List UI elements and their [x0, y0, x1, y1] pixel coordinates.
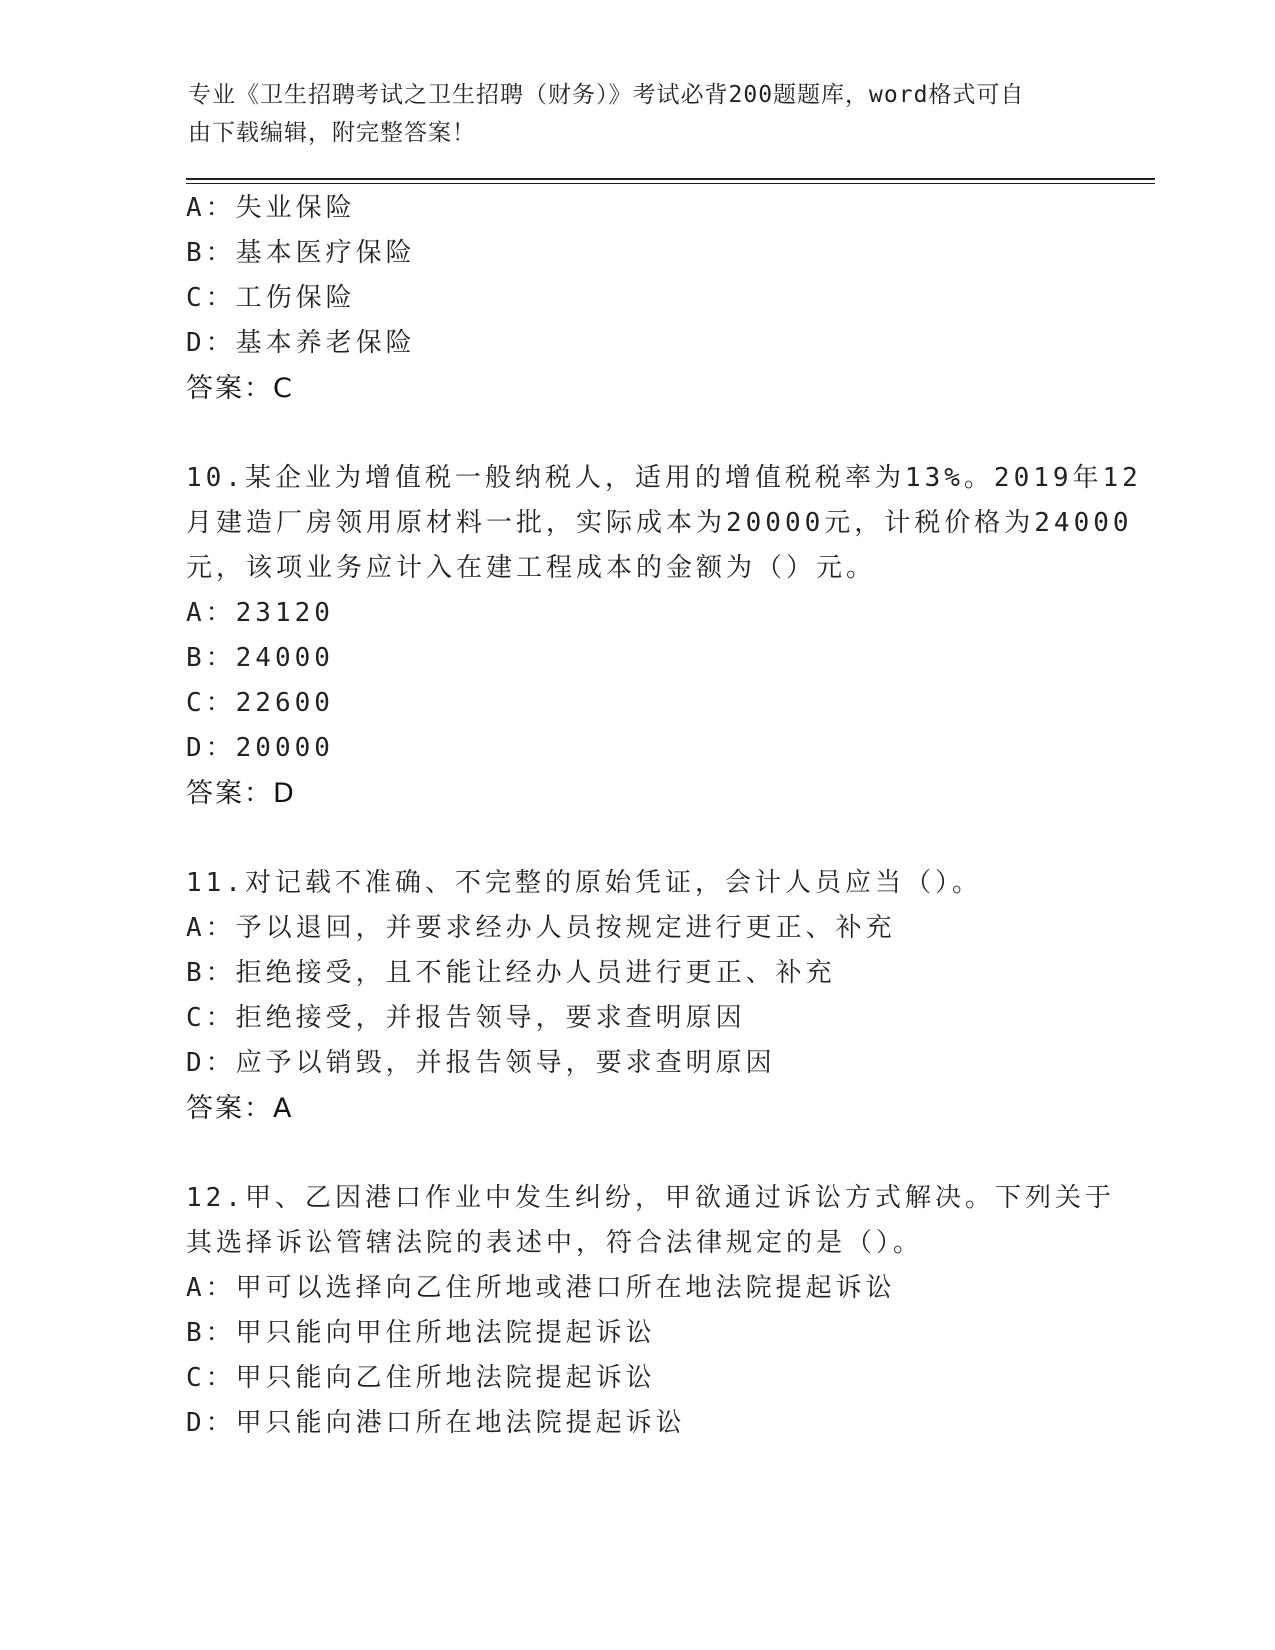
header-line-1: 专业《卫生招聘考试之卫生招聘（财务）》考试必背200题题库，word格式可自: [188, 82, 1025, 108]
q11-option-d: D：应予以销毁，并报告领导，要求查明原因: [186, 1048, 776, 1078]
q12-stem-line-2: 其选择诉讼管辖法院的表述中，符合法律规定的是（）。: [186, 1228, 924, 1258]
q9-answer: 答案：C: [186, 373, 294, 404]
q11-option-c: C：拒绝接受，并报告领导，要求查明原因: [186, 1003, 746, 1033]
q12-option-c: C：甲只能向乙住所地法院提起诉讼: [186, 1363, 656, 1393]
q11-option-b: B：拒绝接受，且不能让经办人员进行更正、补充: [186, 958, 836, 988]
q9-option-c: C：工伤保险: [186, 283, 356, 313]
q10-stem-line-1: 10.某企业为增值税一般纳税人，适用的增值税税率为13%。2019年12: [186, 463, 1142, 493]
q10-answer: 答案：D: [186, 778, 296, 809]
q11-option-a: A：予以退回，并要求经办人员按规定进行更正、补充: [186, 913, 896, 943]
q9-option-d: D：基本养老保险: [186, 328, 416, 358]
q10-option-a: A：23120: [186, 598, 334, 628]
q10-stem-line-2: 月建造厂房领用原材料一批，实际成本为20000元，计税价格为24000: [186, 508, 1133, 538]
header-divider-thick: [186, 178, 1155, 180]
header-divider-thin: [186, 183, 1155, 184]
q10-option-d: D：20000: [186, 733, 334, 763]
document-header: [188, 76, 1068, 152]
q9-option-a: A：失业保险: [186, 193, 356, 223]
q12-option-d: D：甲只能向港口所在地法院提起诉讼: [186, 1408, 686, 1438]
q11-stem-line-1: 11.对记载不准确、不完整的原始凭证，会计人员应当（）。: [186, 868, 982, 898]
q10-option-c: C：22600: [186, 688, 334, 718]
q11-answer: 答案：A: [186, 1093, 294, 1124]
header-line-2: 由下载编辑，附完整答案！: [188, 120, 476, 146]
q12-stem-line-1: 12.甲、乙因港口作业中发生纠纷，甲欲通过诉讼方式解决。下列关于: [186, 1183, 1115, 1213]
q9-option-b: B：基本医疗保险: [186, 238, 416, 268]
q10-stem-line-3: 元，该项业务应计入在建工程成本的金额为（）元。: [186, 553, 877, 583]
q12-option-b: B：甲只能向甲住所地法院提起诉讼: [186, 1318, 656, 1348]
q10-option-b: B：24000: [186, 643, 334, 673]
q12-option-a: A：甲可以选择向乙住所地或港口所在地法院提起诉讼: [186, 1273, 896, 1303]
